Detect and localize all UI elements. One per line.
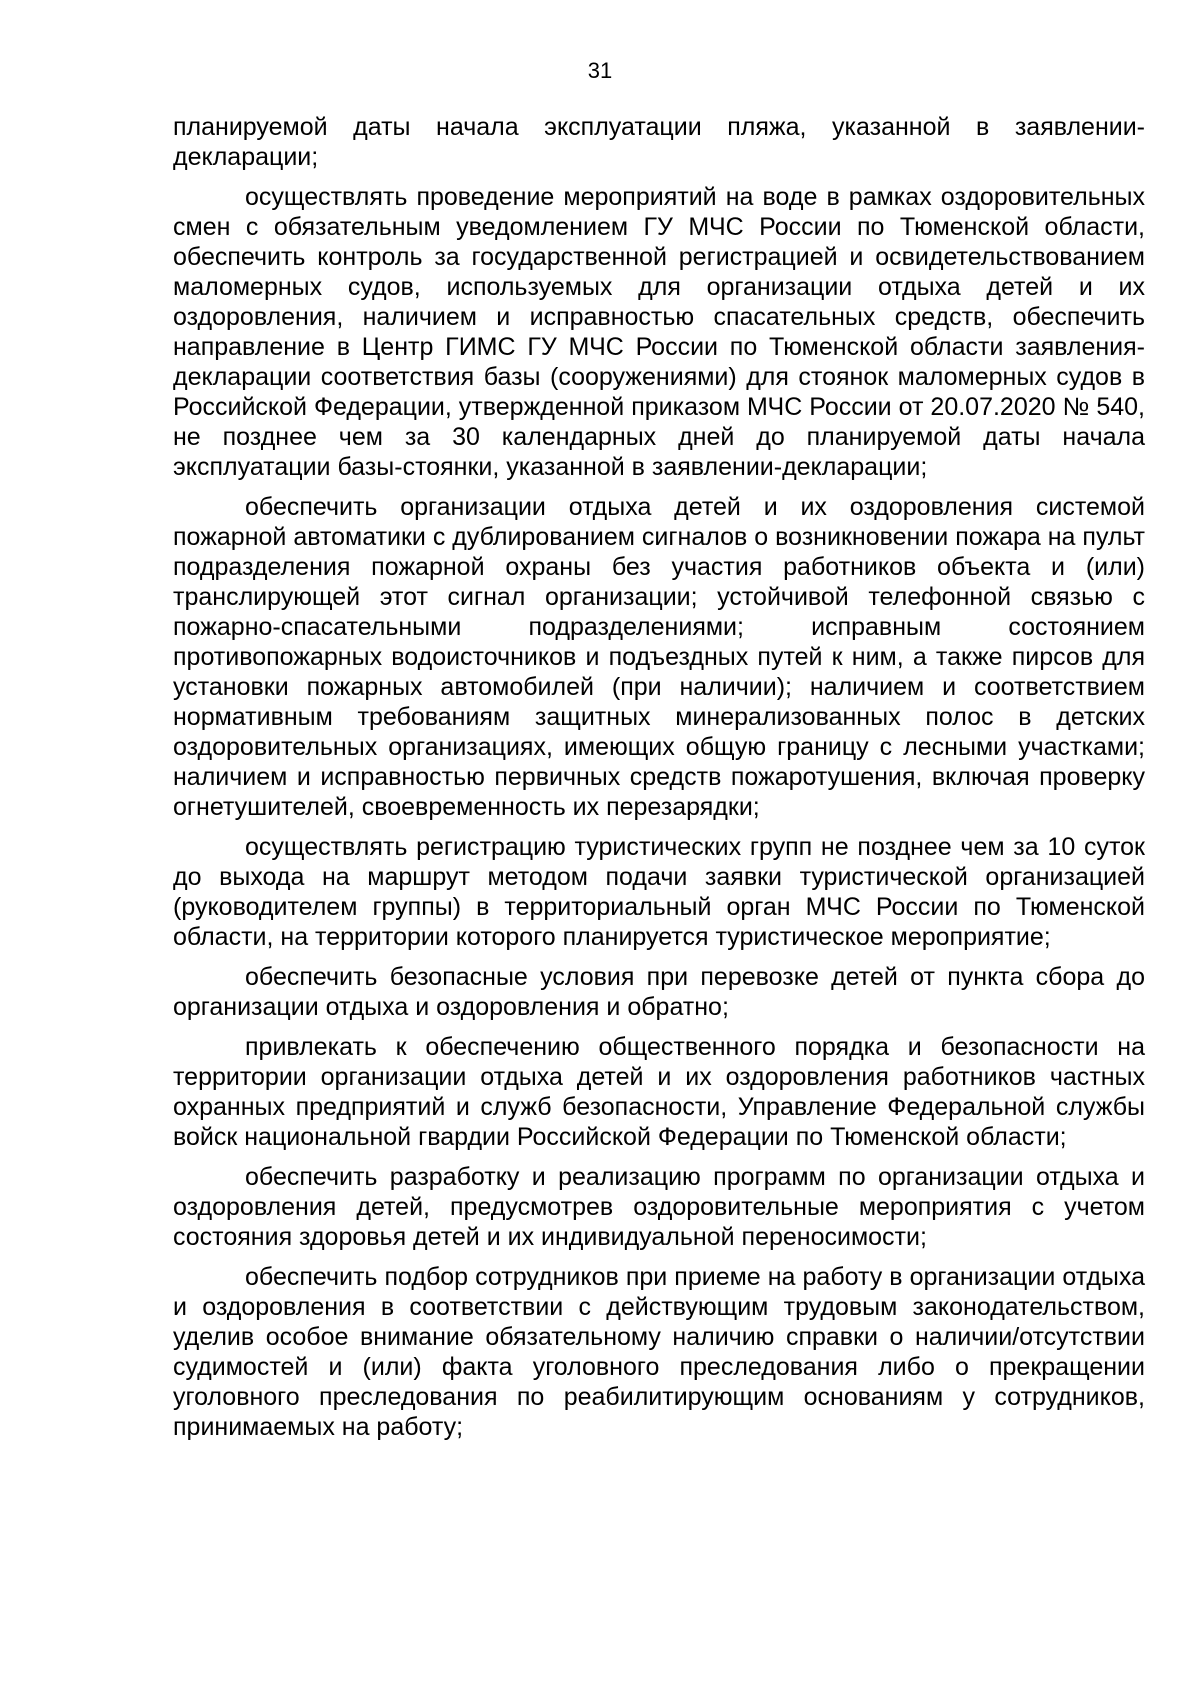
paragraph-public-order: привлекать к обеспечению общественного порядка и безопасности на территории организации отдыха детей и их оздоровления работников частных охранных предприятий и служб безопасности, Управление Федеральной службы войск национальной гвардии Российской Федерации по Тюменской области; [173, 1033, 1145, 1151]
paragraph-staff-selection: обеспечить подбор сотрудников при приеме на работу в организации отдыха и оздоровления в соответствии с действующим трудовым законодательством, уделив особое внимание обязательному наличию справки о наличии/отсутствии судимостей и (или) факта уголовного преследования либо о прекращении уголовного преследования по реабилитирующим основаниям у сотрудников, принимаемых на работу; [173, 1263, 1145, 1441]
paragraph-continuation: планируемой даты начала эксплуатации пляжа, указанной в заявлении-декларации; [173, 113, 1145, 171]
page-number: 31 [587, 58, 613, 83]
paragraph-water-events: осуществлять проведение мероприятий на воде в рамках оздоровительных смен с обязательным уведомлением ГУ МЧС России по Тюменской области, обеспечить контроль за государственной регистрацией и освидетельствованием маломерных судов, используемых для организации отдыха детей и их оздоровления, наличием и исправностью спасательных средств, обеспечить направление в Центр ГИМС ГУ МЧС России по Тюменской области заявления-декларации соответствия базы (сооружениями) для стоянок маломерных судов в Российской Федерации, утвержденной приказом МЧС России от 20.07.2020 № 540, не позднее чем за 30 календарных дней до планируемой даты начала эксплуатации базы-стоянки, указанной в заявлении-декларации; [173, 183, 1145, 481]
paragraph-programs: обеспечить разработку и реализацию программ по организации отдыха и оздоровления детей, предусмотрев оздоровительные мероприятия с учетом состояния здоровья детей и их индивидуальной переносимости; [173, 1163, 1145, 1251]
paragraph-transport: обеспечить безопасные условия при перевозке детей от пункта сбора до организации отдыха и оздоровления и обратно; [173, 963, 1145, 1021]
document-body [173, 112, 1145, 1452]
paragraph-tourist-groups: осуществлять регистрацию туристических групп не позднее чем за 10 суток до выхода на маршрут методом подачи заявки туристической организацией (руководителем группы) в территориальный орган МЧС России по Тюменской области, на территории которого планируется туристическое мероприятие; [173, 833, 1145, 951]
paragraph-fire-safety: обеспечить организации отдыха детей и их оздоровления системой пожарной автоматики с дублированием сигналов о возникновении пожара на пульт подразделения пожарной охраны без участия работников объекта и (или) транслирующей этот сигнал организации; устойчивой телефонной связью с пожарно-спасательными подразделениями; исправным состоянием противопожарных водоисточников и подъездных путей к ним, а также пирсов для установки пожарных автомобилей (при наличии); наличием и соответствием нормативным требованиям защитных минерализованных полос в детских оздоровительных организациях, имеющих общую границу с лесными участками; наличием и исправностью первичных средств пожаротушения, включая проверку огнетушителей, своевременность их перезарядки; [173, 493, 1145, 821]
